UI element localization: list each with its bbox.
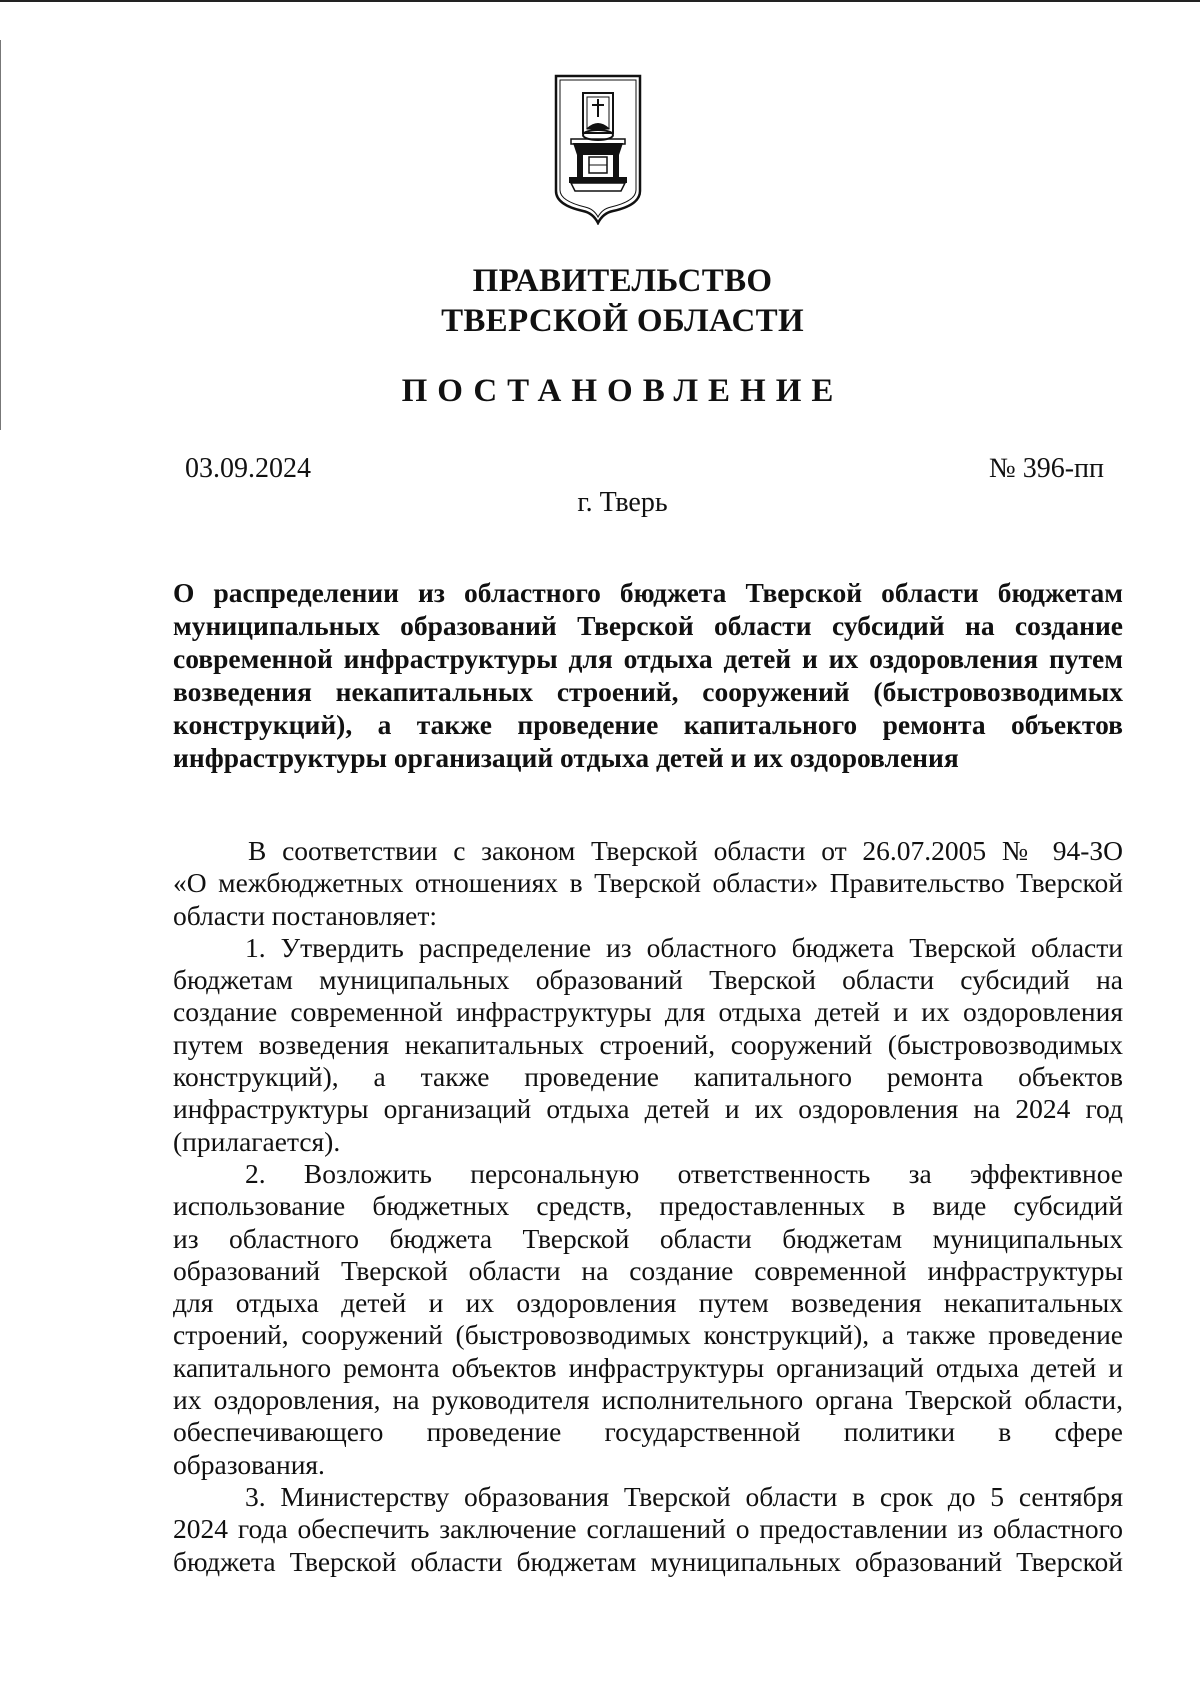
title-line: муниципальных образований Тверской области субсидий на создание: [173, 610, 1123, 641]
body-line: использование бюджетных средств, предоставленных в виде субсидий: [173, 1190, 1123, 1222]
title-line: возведения некапитальных строений, сооружений (быстровозводимых: [173, 676, 1123, 707]
document-number: № 396-пп: [988, 453, 1104, 484]
document-date: 03.09.2024: [185, 453, 311, 484]
body-line: образования.: [173, 1448, 325, 1480]
body-line: 2. Возложить персональную ответственность за эффективное: [245, 1157, 1123, 1189]
body-line: области постановляет:: [173, 899, 438, 931]
body-line: обеспечивающего проведение государственной политики в сфере: [173, 1416, 1123, 1448]
body-line: (прилагается).: [173, 1125, 341, 1157]
body-line: 3. Министерству образования Тверской области в срок до 5 сентября: [245, 1480, 1123, 1512]
body-line: бюджета Тверской области бюджетам муниципальных образований Тверской: [173, 1545, 1123, 1577]
decree-body: [173, 835, 1123, 1578]
scan-border-top: [0, 0, 1200, 2]
body-line: В соответствии с законом Тверской области от 26.07.2005 № 94-ЗО: [248, 835, 1123, 866]
title-line: О распределении из областного бюджета Тверской области бюджетам: [173, 577, 1123, 608]
body-line: конструкций), а также проведение капитального ремонта объектов: [173, 1061, 1123, 1093]
body-line: строений, сооружений (быстровозводимых конструкций), а также проведение: [173, 1319, 1123, 1351]
coat-of-arms-icon: [553, 73, 643, 225]
body-line: их оздоровления, на руководителя исполнительного органа Тверской области,: [173, 1384, 1123, 1416]
title-line: инфраструктуры организаций отдыха детей и их оздоровления: [173, 742, 959, 773]
government-title-line1: ПРАВИТЕЛЬСТВО: [472, 263, 773, 299]
title-line: конструкций), а также проведение капитального ремонта объектов: [173, 709, 1123, 740]
body-line: создание современной инфраструктуры для отдыха детей и их оздоровления: [173, 996, 1123, 1028]
body-line: образований Тверской области на создание современной инфраструктуры: [173, 1254, 1123, 1286]
body-line: инфраструктуры организаций отдыха детей и их оздоровления на 2024 год: [173, 1093, 1123, 1125]
body-line: 2024 года обеспечить заключение соглашений о предоставлении из областного: [173, 1513, 1123, 1545]
body-line: путем возведения некапитальных строений, сооружений (быстровозводимых: [173, 1028, 1123, 1060]
body-line: «О межбюджетных отношениях в Тверской области» Правительство Тверской: [173, 867, 1123, 899]
government-title-line2: ТВЕРСКОЙ ОБЛАСТИ: [441, 303, 804, 339]
body-line: из областного бюджета Тверской области бюджетам муниципальных: [173, 1222, 1123, 1254]
title-line: современной инфраструктуры для отдыха детей и их оздоровления путем: [173, 643, 1123, 674]
document-type-heading: ПОСТАНОВЛЕНИЕ: [401, 373, 844, 409]
body-line: капитального ремонта объектов инфраструктуры организаций отдыха детей и: [173, 1351, 1123, 1383]
body-line: для отдыха детей и их оздоровления путем возведения некапитальных: [173, 1287, 1123, 1319]
decree-title: [173, 576, 1123, 774]
body-line: бюджетам муниципальных образований Тверской области субсидий на: [173, 964, 1123, 996]
document-city: г. Тверь: [577, 487, 668, 518]
body-line: 1. Утвердить распределение из областного бюджета Тверской области: [245, 931, 1123, 963]
